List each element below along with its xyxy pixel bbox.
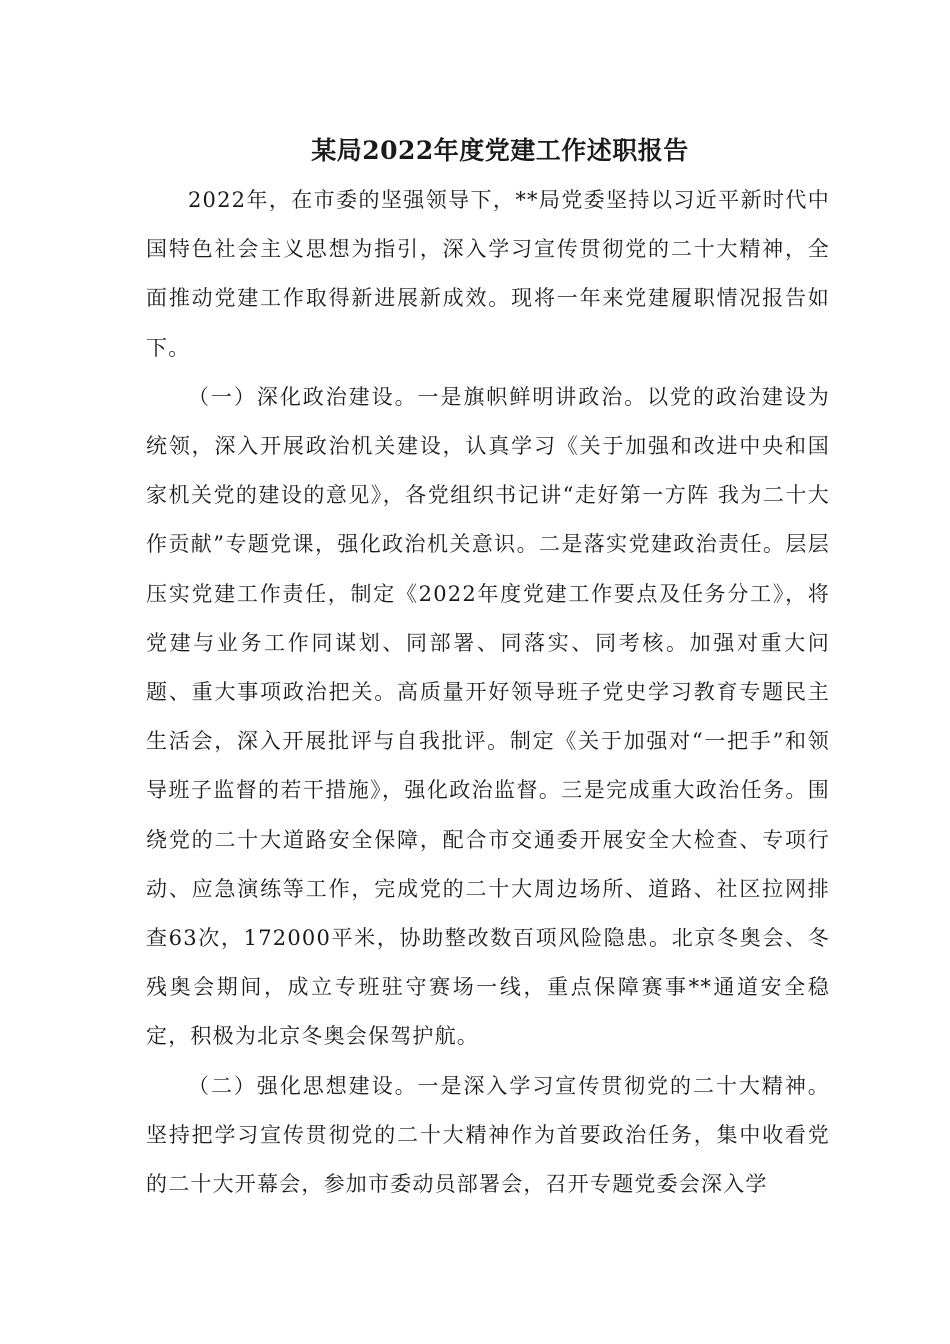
document-title: 某局2022年度党建工作述职报告 xyxy=(311,136,689,165)
paragraph-political-construction: （一）深化政治建设。一是旗帜鲜明讲政治。以党的政治建设为统领，深入开展政治机关建设，认真学习《关于加强和改进中央和国家机关党的建设的意见》，各党组织书记讲“走好第一方阵 我为二十大作贡献”专题党课，强化政治机关意识。二是落实党建政治责任。层层压实党建工作责任，制定《2022年度党建工作要点及任务分工》，将党建与业务工作同谋划、同部署、同落实、同考核。加强对重大问题、重大事项政治把关。高质量开好领导班子党史学习教育专题民主生活会，深入开展批评与自我批评。制定《关于加强对“一把手”和领导班子监督的若干措施》，强化政治监督。三是完成重大政治任务。围绕党的二十大道路安全保障，配合市交通委开展安全大检查、专项行动、应急演练等工作，完成党的二十大周边场所、道路、社区拉网排查63次，172000平米，协助整改数百项风险隐患。北京冬奥会、冬残奥会期间，成立专班驻守赛场一线，重点保障赛事**通道安全稳定，积极为北京冬奥会保驾护航。 xyxy=(146,384,830,1049)
paragraph-ideological-construction: （二）强化思想建设。一是深入学习宣传贯彻党的二十大精神。坚持把学习宣传贯彻党的二十大精神作为首要政治任务，集中收看党的二十大开幕会，参加市委动员部署会，召开专题党委会深入学 xyxy=(146,1073,830,1197)
paragraph-intro: 2022年，在市委的坚强领导下，**局党委坚持以习近平新时代中国特色社会主义思想为指引，深入学习宣传贯彻党的二十大精神，全面推动党建工作取得新进展新成效。现将一年来党建履职情况报告如下。 xyxy=(146,188,830,360)
document-body xyxy=(146,176,830,1209)
